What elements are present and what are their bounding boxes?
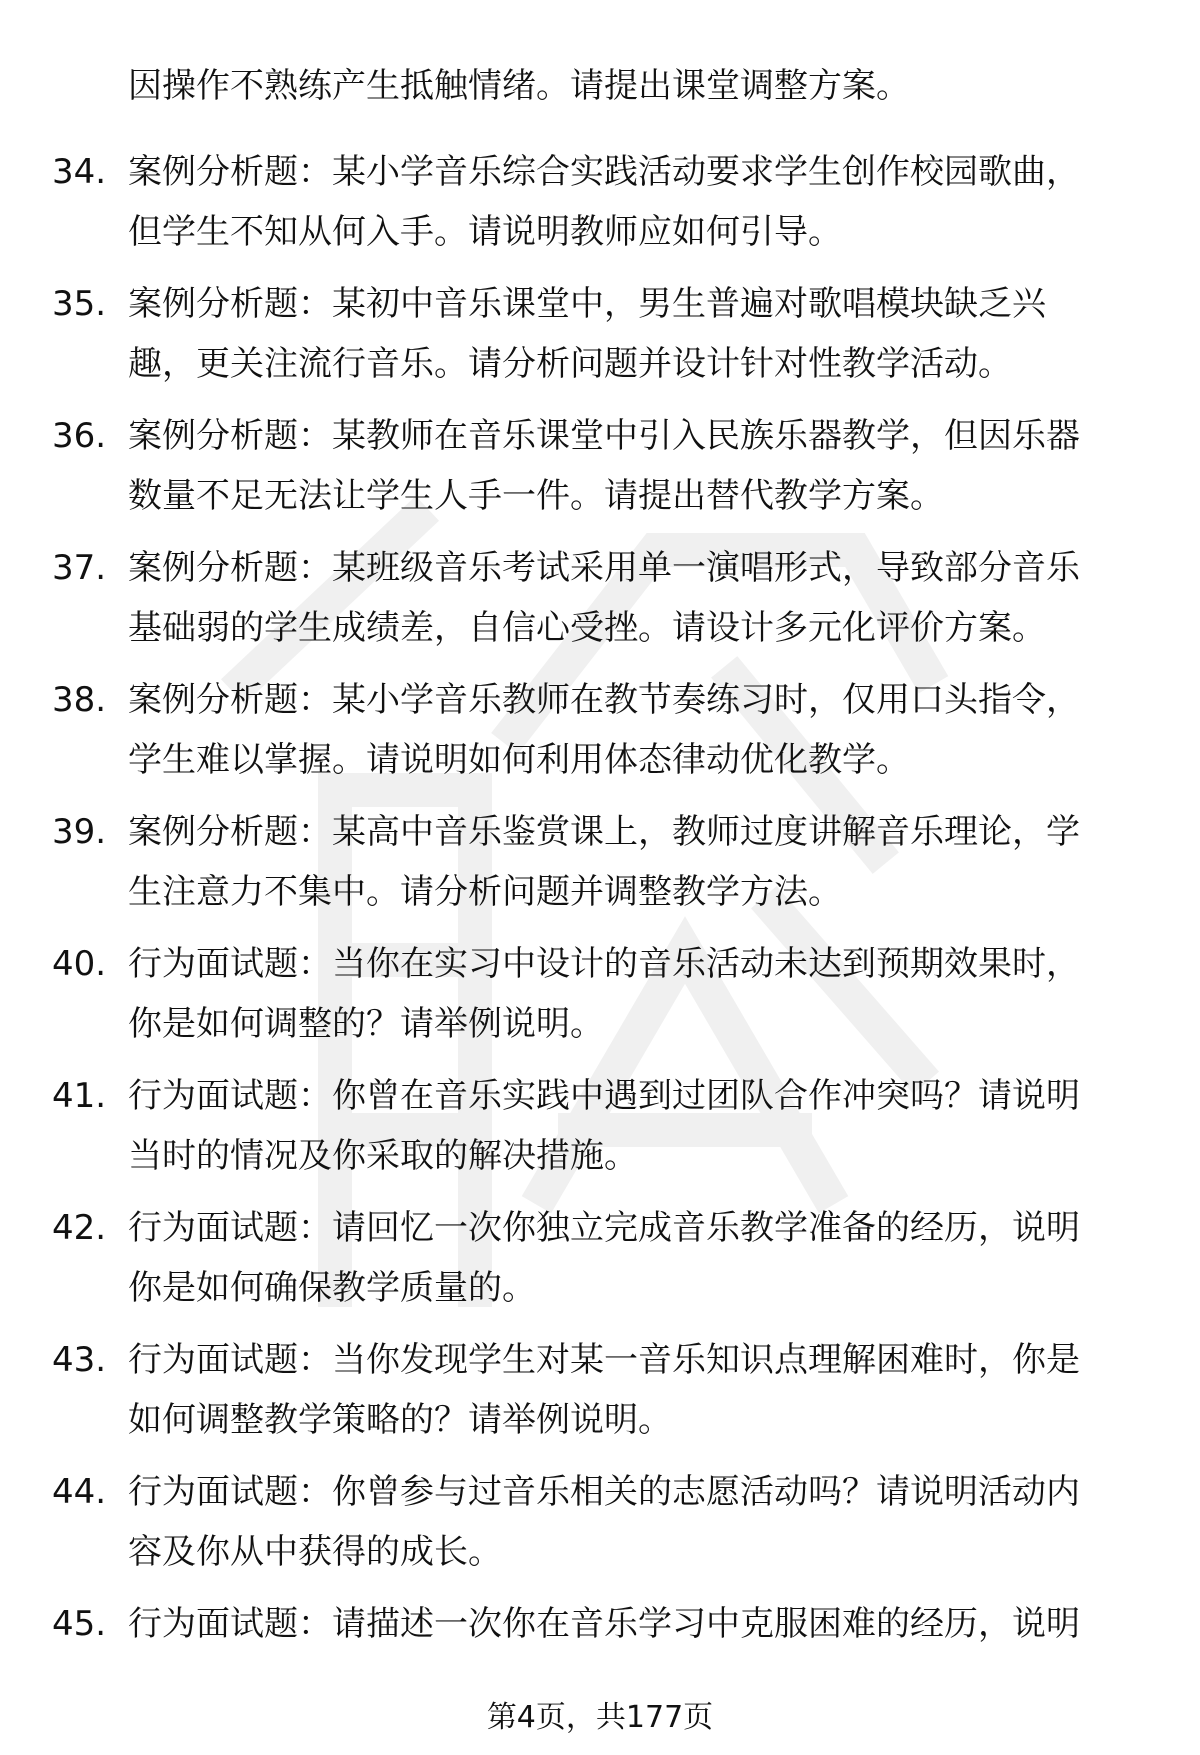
question-line: 你是如何确保教学质量的。 <box>128 1268 536 1308</box>
question-number: 34. <box>52 152 107 192</box>
question-number: 44. <box>52 1472 107 1512</box>
question-number: 43. <box>52 1340 107 1380</box>
question-number: 37. <box>52 548 107 588</box>
question-list <box>0 142 1200 1726</box>
question-line: 案例分析题：某高中音乐鉴赏课上，教师过度讲解音乐理论，学 <box>128 812 1080 852</box>
question-line: 案例分析题：某小学音乐教师在教节奏练习时，仅用口头指令， <box>128 680 1080 720</box>
question-item <box>0 934 1200 1066</box>
question-text <box>128 1198 1143 1318</box>
question-item <box>0 670 1200 802</box>
question-text <box>128 802 1143 922</box>
question-line: 趣，更关注流行音乐。请分析问题并设计针对性教学活动。 <box>128 344 1012 384</box>
question-line: 如何调整教学策略的？请举例说明。 <box>128 1400 672 1440</box>
question-line: 行为面试题：当你发现学生对某一音乐知识点理解困难时，你是 <box>128 1340 1080 1380</box>
question-text <box>128 274 1143 394</box>
question-line: 生注意力不集中。请分析问题并调整教学方法。 <box>128 872 842 912</box>
continuation-text: 因操作不熟练产生抵触情绪。请提出课堂调整方案。 <box>128 66 910 106</box>
question-line: 行为面试题：当你在实习中设计的音乐活动未达到预期效果时， <box>128 944 1080 984</box>
question-line: 行为面试题：请描述一次你在音乐学习中克服困难的经历，说明 <box>128 1604 1080 1644</box>
question-item <box>0 1462 1200 1594</box>
question-line: 学生难以掌握。请说明如何利用体态律动优化教学。 <box>128 740 910 780</box>
question-line: 案例分析题：某初中音乐课堂中，男生普遍对歌唱模块缺乏兴 <box>128 284 1046 324</box>
question-line: 行为面试题：请回忆一次你独立完成音乐教学准备的经历，说明 <box>128 1208 1080 1248</box>
question-item <box>0 1330 1200 1462</box>
question-number: 39. <box>52 812 107 852</box>
question-line: 但学生不知从何入手。请说明教师应如何引导。 <box>128 212 842 252</box>
question-item <box>0 1198 1200 1330</box>
question-text <box>128 538 1143 658</box>
page-footer: 第4页，共177页 <box>486 1700 714 1735</box>
question-item <box>0 538 1200 670</box>
question-line: 你是如何调整的？请举例说明。 <box>128 1004 604 1044</box>
question-text <box>128 1330 1143 1450</box>
question-text <box>128 1066 1143 1186</box>
question-text <box>128 406 1143 526</box>
question-line: 案例分析题：某小学音乐综合实践活动要求学生创作校园歌曲， <box>128 152 1080 192</box>
question-text <box>128 142 1143 262</box>
question-line: 行为面试题：你曾在音乐实践中遇到过团队合作冲突吗？请说明 <box>128 1076 1080 1116</box>
question-line: 当时的情况及你采取的解决措施。 <box>128 1136 638 1176</box>
question-number: 35. <box>52 284 107 324</box>
question-item <box>0 406 1200 538</box>
question-text <box>128 670 1143 790</box>
question-number: 36. <box>52 416 107 456</box>
question-number: 42. <box>52 1208 107 1248</box>
question-text <box>128 934 1143 1054</box>
question-item <box>0 1066 1200 1198</box>
question-number: 40. <box>52 944 107 984</box>
question-line: 行为面试题：你曾参与过音乐相关的志愿活动吗？请说明活动内 <box>128 1472 1080 1512</box>
question-line: 数量不足无法让学生人手一件。请提出替代教学方案。 <box>128 476 944 516</box>
question-item <box>0 274 1200 406</box>
question-line: 案例分析题：某教师在音乐课堂中引入民族乐器教学，但因乐器 <box>128 416 1080 456</box>
question-number: 38. <box>52 680 107 720</box>
question-text <box>128 1594 1143 1654</box>
question-text <box>128 1462 1143 1582</box>
question-item <box>0 142 1200 274</box>
question-line: 基础弱的学生成绩差，自信心受挫。请设计多元化评价方案。 <box>128 608 1046 648</box>
question-line: 容及你从中获得的成长。 <box>128 1532 502 1572</box>
question-line: 案例分析题：某班级音乐考试采用单一演唱形式，导致部分音乐 <box>128 548 1080 588</box>
question-item <box>0 802 1200 934</box>
question-number: 41. <box>52 1076 107 1116</box>
question-number: 45. <box>52 1604 107 1644</box>
